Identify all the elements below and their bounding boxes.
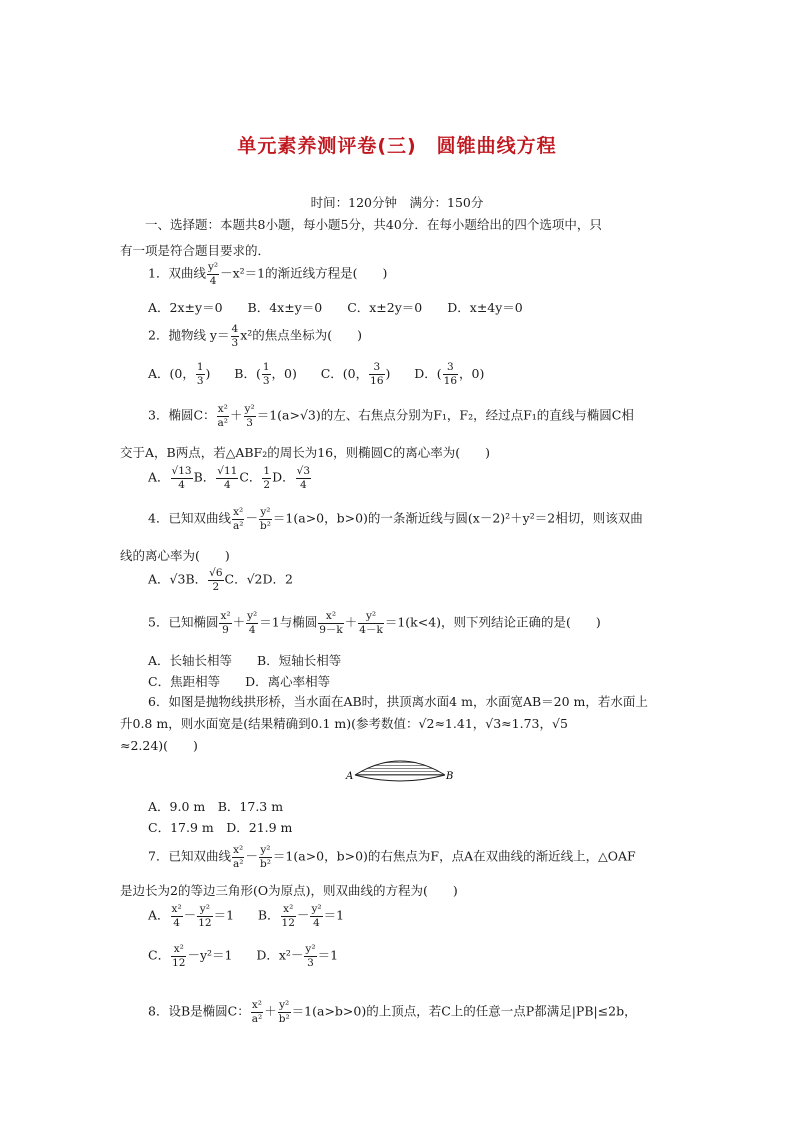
q5-f1-num: x²: [220, 610, 231, 622]
q4-b-num: √6: [209, 567, 223, 579]
section-intro-line2: 有一项是符合题目要求的．: [120, 243, 271, 258]
q3-a-num: √13: [171, 465, 192, 477]
q4-f1-den: a²: [232, 519, 244, 532]
q3-d-frac: [296, 466, 311, 490]
arch-bridge-figure: [345, 755, 455, 794]
q4-a: A．√3: [148, 571, 186, 587]
q7-a2-den: 12: [198, 916, 212, 929]
q4-stem-post: ＝1(a>0，b>0)的一条渐近线与圆(x－2)²＋y²＝2相切，则该双曲: [272, 510, 643, 526]
q7-a-post: ＝1: [213, 907, 235, 923]
q6-options-row1: A．9.0 m B．17.3 m: [148, 799, 284, 814]
q7-stem-post: ＝1(a>0，b>0)的右焦点为F，点A在双曲线的渐近线上，△OAF: [272, 848, 636, 864]
exam-meta: 时间：120分钟 满分：150分: [310, 195, 484, 210]
q2-option-c: [320, 361, 391, 387]
question-1: [148, 262, 387, 286]
q8-plus: ＋: [264, 1003, 277, 1019]
q2-option-a: [148, 361, 211, 387]
riverbed-curve: [355, 775, 445, 781]
q5-stem-post: ＝1(k<4)，则下列结论正确的是( ): [384, 614, 601, 630]
q7-frac-1: [232, 845, 244, 869]
question-3: [148, 404, 634, 428]
q7-options-row2: [148, 944, 338, 968]
question-8: [148, 1000, 637, 1024]
q5-f3-den: 9－k: [319, 623, 343, 636]
q4-f2-den: b²: [259, 519, 271, 532]
q5-options-row2: C．焦距相等 D．离心率相等: [148, 674, 331, 689]
q7-c-post: －y²＝1: [187, 947, 233, 963]
q8-stem-pre: 8．设B是椭圆C：: [148, 1003, 250, 1019]
q7-frac-2: [259, 845, 272, 869]
q7-minus: －: [245, 848, 258, 864]
q3-line2: 交于A，B两点，若△ABF₂的周长为16，则椭圆C的离心率为( ): [120, 445, 490, 460]
q5-frac-3: [318, 611, 344, 635]
q2-option-b: [234, 361, 297, 387]
q4-line2: 线的离心率为( ): [120, 548, 230, 563]
q3-b-pre: B．: [193, 469, 216, 485]
q3-d-pre: D．: [272, 469, 295, 485]
q3-f1-num: x²: [217, 403, 228, 415]
q2-c-post: ): [385, 365, 391, 381]
point-a-label: A: [346, 771, 354, 782]
q7-a2-num: y²: [197, 904, 212, 917]
q7-b-frac1: [281, 904, 296, 928]
q2-a-pre: A．(0，: [148, 365, 195, 381]
q3-d-num: √3: [296, 465, 311, 477]
q4-options: [148, 568, 293, 592]
q2-frac-num: 4: [231, 323, 239, 335]
q3-b-num: √11: [217, 465, 238, 477]
q8-stem-post: ＝1(a>b>0)的上顶点，若C上的任意一点P都满足|PB|≤2b，: [291, 1003, 637, 1019]
question-7: [148, 845, 636, 869]
q8-f1-den: a²: [251, 1012, 263, 1025]
question-4: [148, 507, 643, 531]
q7-stem-pre: 7．已知双曲线: [148, 848, 231, 864]
q2-d-den: 16: [443, 374, 458, 387]
q8-f1-num: x²: [251, 999, 263, 1011]
q7-c1-den: 12: [172, 956, 186, 969]
q7-b-frac2: [310, 904, 322, 928]
q4-b-den: 2: [212, 580, 220, 593]
q7-b2-den: 4: [313, 916, 320, 929]
q1-stem-pre: 1．双曲线: [148, 265, 206, 281]
q3-options: [148, 466, 312, 490]
q7-b1-den: 12: [281, 916, 295, 929]
q4-frac-2: [259, 507, 272, 531]
q2-b-num: 1: [262, 361, 270, 373]
q7-b-pre: B．: [257, 907, 280, 923]
q7-d1-den: 3: [307, 956, 314, 969]
q7-f2-num: y²: [260, 844, 271, 856]
q8-frac-1: [251, 1000, 263, 1024]
q5-frac-4: [358, 611, 384, 635]
q2-a-num: 1: [196, 361, 204, 373]
q3-f2-num: y²: [244, 403, 255, 415]
q2-d-pre: D．(: [414, 365, 442, 381]
section-intro-line1: 一、选择题：本题共8小题，每小题5分，共40分．在每小题给出的四个选项中，只: [120, 217, 602, 232]
q5-plus2: ＋: [344, 614, 358, 630]
q7-a-mid: －: [183, 907, 197, 923]
q8-f2-den: b²: [278, 1012, 290, 1025]
q2-c-num: 3: [369, 362, 384, 375]
q3-stem-pre: 3．椭圆C：: [148, 407, 216, 423]
q2-fraction: [231, 324, 240, 348]
q4-f2-num: y²: [260, 506, 271, 518]
q7-d1-num: y²: [305, 943, 316, 955]
q3-plus: ＋: [230, 407, 243, 423]
q2-c-frac: [369, 362, 384, 386]
q2-b-pre: B．(: [234, 365, 261, 381]
q6-line1: 6．如图是抛物线拱形桥，当水面在AB时，拱顶离水面4 m，水面宽AB＝20 m，若水面上: [148, 694, 648, 709]
q5-plus: ＋: [232, 614, 246, 630]
q7-a-pre: A．: [148, 907, 170, 923]
arch-bridge-diagram: [345, 755, 455, 791]
q2-d-post: ，0): [459, 365, 485, 381]
q1-frac-num: y²: [207, 261, 219, 273]
q5-frac-2: [246, 611, 258, 635]
q5-options-row1: A．长轴长相等 B．短轴长相等: [148, 653, 342, 668]
q2-c-pre: C．(0，: [320, 365, 369, 381]
q1-fraction: [207, 262, 219, 286]
q8-frac-2: [278, 1000, 291, 1024]
q7-d-pre: D．x²－: [256, 947, 304, 963]
q7-options-row1: [148, 904, 344, 928]
q5-mid: ＝1与椭圆: [259, 614, 318, 630]
q3-a-frac: [171, 466, 193, 490]
q5-f1-den: 9: [222, 623, 229, 636]
q7-a1-num: x²: [171, 903, 182, 915]
q2-d-num: 3: [443, 362, 458, 375]
q7-a-frac1: [171, 904, 183, 928]
q5-frac-1: [219, 611, 231, 635]
q3-c-frac: [262, 466, 271, 490]
q7-d-post: ＝1: [317, 947, 339, 963]
q4-b-frac: [208, 568, 223, 592]
q2-option-d: [414, 361, 485, 387]
q3-f1-den: a²: [217, 416, 229, 429]
q4-c: C．√2: [224, 571, 263, 587]
q7-b2-num: y²: [311, 903, 322, 915]
q3-c-num: 1: [263, 465, 271, 477]
q5-f3-num: x²: [318, 611, 344, 624]
q1-frac-den: 4: [209, 274, 217, 287]
q2-b-den: 3: [262, 374, 270, 387]
q5-f4-num: y²: [358, 611, 384, 624]
question-5: [148, 611, 601, 635]
q1-options: A．2x±y＝0 B．4x±y＝0 C．x±2y＝0 D．x±4y＝0: [148, 300, 523, 315]
q7-b-post: ＝1: [323, 907, 345, 923]
q4-frac-1: [232, 507, 244, 531]
q3-d-den: 4: [299, 478, 307, 491]
q3-stem-post: ＝1(a>√3)的左、右焦点分别为F₁，F₂，经过点F₁的直线与椭圆C相: [256, 407, 634, 423]
q6-line2: 升0.8 m，则水面宽是(结果精确到0.1 m)(参考数值：√2≈1.41，√3≈1.73，√5: [120, 716, 568, 731]
q2-b-post: ，0): [271, 365, 297, 381]
q3-a-den: 4: [178, 478, 185, 491]
q4-stem-pre: 4．已知双曲线: [148, 510, 231, 526]
q7-f1-num: x²: [233, 844, 244, 856]
q7-d-frac1: [304, 944, 316, 968]
q7-b-mid: －: [296, 907, 310, 923]
q5-f2-den: 4: [248, 623, 256, 636]
q3-frac-1: [217, 404, 229, 428]
q7-a-frac2: [197, 904, 212, 928]
q3-c-den: 2: [263, 478, 271, 491]
q2-stem-post: x²的焦点坐标为( ): [240, 327, 363, 343]
q4-b-pre: B．: [185, 571, 208, 587]
q4-f1-num: x²: [233, 506, 244, 518]
q3-f2-den: 3: [246, 416, 253, 429]
q8-f2-num: y²: [279, 999, 290, 1011]
q3-c-pre: C．: [239, 469, 262, 485]
q5-f4-den: 4－k: [359, 623, 383, 636]
q1-stem-post: －x²＝1的渐近线方程是( ): [220, 265, 388, 281]
q6-options-row2: C．17.9 m D．21.9 m: [148, 820, 293, 835]
q5-f2-num: y²: [247, 610, 258, 622]
q3-a-pre: A．: [148, 469, 170, 485]
point-b-label: B: [446, 771, 454, 782]
q2-a-post: ): [205, 365, 211, 381]
q4-minus: －: [245, 510, 258, 526]
q7-a1-den: 4: [173, 916, 180, 929]
q3-b-den: 4: [223, 478, 231, 491]
question-2: [148, 324, 362, 348]
q7-b1-num: x²: [281, 904, 296, 917]
q4-d: D．2: [262, 571, 293, 587]
q2-c-den: 16: [370, 374, 384, 387]
q7-f1-den: a²: [232, 857, 244, 870]
q7-c-frac1: [171, 944, 186, 968]
q3-frac-2: [244, 404, 256, 428]
q7-c1-num: x²: [171, 944, 186, 957]
q2-d-frac: [443, 362, 458, 386]
q2-a-den: 3: [196, 374, 204, 387]
q7-line2: 是边长为2的等边三角形(O为原点)，则双曲线的方程为( ): [120, 883, 458, 898]
q5-stem-pre: 5．已知椭圆: [148, 614, 219, 630]
q7-c-pre: C．: [148, 947, 171, 963]
q2-a-frac: [196, 362, 205, 386]
q2-b-frac: [262, 362, 271, 386]
q2-options: [148, 362, 484, 386]
page-title: 单元素养测评卷(三) 圆锥曲线方程: [237, 135, 557, 157]
q7-f2-den: b²: [259, 857, 271, 870]
q2-frac-den: 3: [231, 336, 239, 349]
q2-stem-pre: 2．抛物线 y＝: [148, 327, 230, 343]
q3-b-frac: [216, 466, 238, 490]
q6-line3: ≈2.24)( ): [120, 738, 198, 753]
